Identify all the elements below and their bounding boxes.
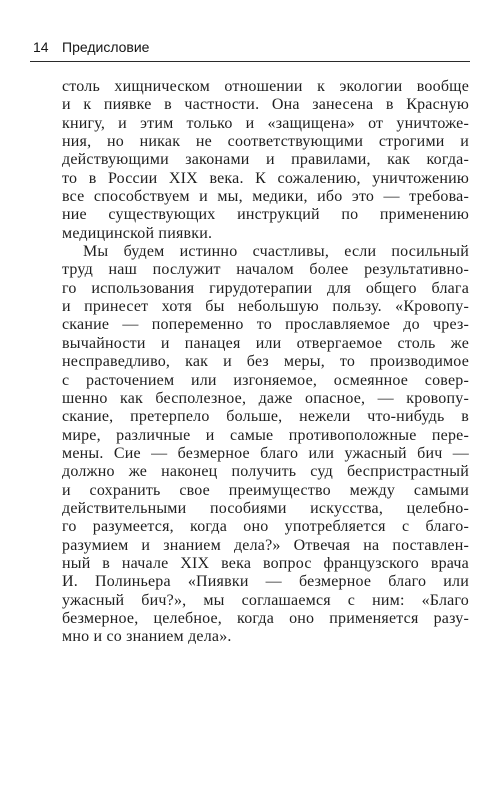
text-line: и сохранить свое преимущество между самыми bbox=[62, 481, 469, 499]
text-line: шенно как бесполезное, даже опасное, — кровопу- bbox=[62, 389, 469, 407]
text-line: го разумеется, когда оно употребляется с благо- bbox=[62, 518, 469, 536]
text-line: ужасный бич?», мы соглашаемся с ним: «Благо bbox=[62, 591, 469, 609]
text-line: мире, различные и самые противоположные пере- bbox=[62, 426, 469, 444]
text-line: го использования гирудотерапии для общего блага bbox=[62, 279, 469, 297]
page-number: 14 bbox=[33, 39, 49, 55]
text-line: то в России XIX века. К сожалению, уничтожению bbox=[62, 169, 469, 187]
text-line: разумием и знанием дела?» Отвечая на поставлен- bbox=[62, 536, 469, 554]
text-line: скание — попеременно то прославляемое до чрез- bbox=[62, 316, 469, 334]
text-line: книгу, и этим только и «защищена» от уничтоже- bbox=[62, 114, 469, 132]
text-line: и к пиявке в частности. Она занесена в Красную bbox=[62, 96, 469, 114]
text-line: мены. Сие — безмерное благо или ужасный бич — bbox=[62, 444, 469, 462]
text-line: безмерное, целебное, когда оно применяется разу- bbox=[62, 609, 469, 627]
text-line: скание, претерпело больше, нежели что-нибудь в bbox=[62, 408, 469, 426]
text-line: столь хищническом отношении к экологии вообще bbox=[62, 78, 469, 95]
text-line: несправедливо, как и без меры, то производимое bbox=[62, 353, 469, 371]
text-line: ный в начале XIX века вопрос французского врача bbox=[62, 554, 469, 572]
text-line: вычайности и панацея или отвергаемое столь же bbox=[62, 334, 469, 352]
text-line: труд наш послужит началом более результативно- bbox=[62, 261, 469, 279]
paragraph bbox=[62, 243, 469, 647]
text-line: ние существующих инструкций по применению bbox=[62, 206, 469, 224]
text-line: все способствуем и мы, медики, ибо это — требова- bbox=[62, 188, 469, 206]
text-line: мно и со знанием дела». bbox=[62, 628, 232, 646]
text-line: действующими законами и правилами, как когда- bbox=[62, 151, 469, 169]
body-text bbox=[62, 78, 469, 647]
running-title: Предисловие bbox=[62, 39, 150, 55]
running-header bbox=[30, 39, 470, 55]
text-line: медицинской пиявки. bbox=[62, 224, 213, 242]
text-line: должно же наконец получить суд беспристрастный bbox=[62, 463, 469, 481]
paragraph bbox=[62, 78, 469, 243]
text-line: и принесет хотя бы небольшую пользу. «Кровопу- bbox=[62, 298, 469, 316]
text-line: И. Полиньера «Пиявки — безмерное благо или bbox=[62, 573, 469, 591]
text-line: с расточением или изгоняемое, осмеянное совер- bbox=[62, 371, 469, 389]
header-rule bbox=[30, 61, 470, 62]
text-line: действительными пособиями искусства, целебно- bbox=[62, 499, 469, 517]
text-line: ния, но никак не соответствующими строгими и bbox=[62, 133, 469, 151]
text-line: Мы будем истинно счастливы, если посильный bbox=[83, 243, 469, 261]
